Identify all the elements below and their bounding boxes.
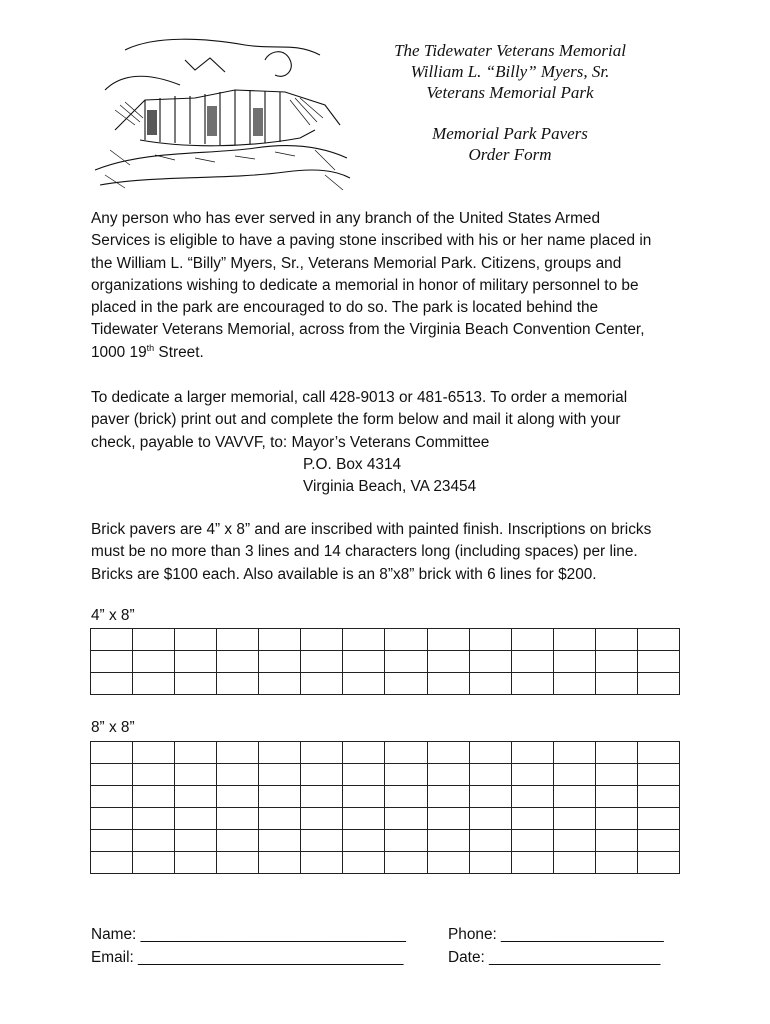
character-cell[interactable] — [259, 651, 301, 673]
character-cell[interactable] — [385, 830, 427, 852]
text-line: Bricks are $100 each. Also available is an 8”x8” brick with 6 lines for $200. — [91, 565, 597, 583]
character-cell[interactable] — [133, 808, 175, 830]
character-cell[interactable] — [469, 673, 511, 695]
character-cell[interactable] — [553, 852, 595, 874]
text-line: the William L. “Billy” Myers, Sr., Veterans Memorial Park. Citizens, groups and — [91, 254, 622, 272]
character-cell[interactable] — [301, 673, 343, 695]
character-cell[interactable] — [511, 786, 553, 808]
character-cell[interactable] — [511, 651, 553, 673]
character-cell[interactable] — [553, 742, 595, 764]
character-cell[interactable] — [91, 808, 133, 830]
character-cell[interactable] — [301, 764, 343, 786]
character-cell[interactable] — [469, 786, 511, 808]
character-cell[interactable] — [511, 673, 553, 695]
character-cell[interactable] — [553, 651, 595, 673]
character-cell[interactable] — [133, 673, 175, 695]
grid-row — [91, 852, 680, 874]
character-cell[interactable] — [133, 830, 175, 852]
character-cell[interactable] — [343, 852, 385, 874]
character-cell[interactable] — [301, 852, 343, 874]
order-instructions-paragraph — [91, 387, 691, 498]
character-cell[interactable] — [553, 673, 595, 695]
character-cell[interactable] — [469, 629, 511, 651]
character-cell[interactable] — [301, 786, 343, 808]
character-cell[interactable] — [259, 786, 301, 808]
character-cell[interactable] — [637, 852, 679, 874]
character-cell[interactable] — [259, 830, 301, 852]
character-cell[interactable] — [343, 742, 385, 764]
character-cell[interactable] — [343, 673, 385, 695]
name-field[interactable]: Name: _______________________________ — [91, 926, 406, 943]
grid-row — [91, 764, 680, 786]
character-cell[interactable] — [175, 786, 217, 808]
character-cell[interactable] — [385, 673, 427, 695]
subtitle-line: Memorial Park Pavers — [432, 124, 588, 143]
character-cell[interactable] — [91, 673, 133, 695]
character-cell[interactable] — [301, 830, 343, 852]
character-cell[interactable] — [301, 742, 343, 764]
character-cell[interactable] — [217, 764, 259, 786]
character-cell[interactable] — [259, 852, 301, 874]
grid-row — [91, 673, 680, 695]
character-cell[interactable] — [217, 830, 259, 852]
character-cell[interactable] — [385, 742, 427, 764]
character-cell[interactable] — [595, 673, 637, 695]
character-cell[interactable] — [385, 852, 427, 874]
character-cell[interactable] — [91, 764, 133, 786]
text-line: organizations wishing to dedicate a memorial in honor of military personnel to be — [91, 276, 639, 294]
character-cell[interactable] — [595, 764, 637, 786]
character-cell[interactable] — [595, 852, 637, 874]
character-cell[interactable] — [637, 629, 679, 651]
character-cell[interactable] — [91, 830, 133, 852]
subtitle-line: Order Form — [468, 145, 552, 164]
grid-row — [91, 786, 680, 808]
character-cell[interactable] — [259, 629, 301, 651]
text-line: must be no more than 3 lines and 14 characters long (including spaces) per line. — [91, 543, 638, 561]
character-cell[interactable] — [427, 830, 469, 852]
character-cell[interactable] — [301, 651, 343, 673]
character-cell[interactable] — [175, 742, 217, 764]
character-cell[interactable] — [343, 786, 385, 808]
text-line: Any person who has ever served in any branch of the United States Armed — [91, 210, 601, 227]
text-line: Brick pavers are 4” x 8” and are inscribed with painted finish. Inscriptions on bricks — [91, 521, 652, 538]
text-line: Services is eligible to have a paving stone inscribed with his or her name placed in — [91, 232, 652, 250]
paver-grid-8x8[interactable] — [90, 741, 680, 874]
character-cell[interactable] — [217, 629, 259, 651]
email-field[interactable]: Email: _______________________________ — [91, 948, 404, 966]
text-line: placed in the park are encouraged to do so. The park is located behind the — [91, 299, 599, 317]
character-cell[interactable] — [217, 852, 259, 874]
title-line: Veterans Memorial Park — [426, 83, 594, 102]
character-cell[interactable] — [385, 764, 427, 786]
character-cell[interactable] — [469, 808, 511, 830]
character-cell[interactable] — [511, 830, 553, 852]
grid-row — [91, 808, 680, 830]
character-cell[interactable] — [343, 651, 385, 673]
character-cell[interactable] — [469, 852, 511, 874]
character-cell[interactable] — [553, 629, 595, 651]
text-line: check, payable to VAVVF, to: Mayor’s Veterans Committee — [91, 433, 490, 451]
character-cell[interactable] — [511, 629, 553, 651]
contact-fields — [91, 924, 691, 969]
character-cell[interactable] — [91, 786, 133, 808]
character-cell[interactable] — [91, 742, 133, 764]
character-cell[interactable] — [637, 786, 679, 808]
character-cell[interactable] — [175, 629, 217, 651]
character-cell[interactable] — [133, 651, 175, 673]
paver-grid-4x8[interactable] — [90, 628, 680, 695]
pricing-paragraph — [91, 519, 691, 586]
character-cell[interactable] — [133, 629, 175, 651]
title-line: William L. “Billy” Myers, Sr. — [410, 62, 610, 81]
character-cell[interactable] — [427, 651, 469, 673]
character-cell[interactable] — [301, 808, 343, 830]
character-cell[interactable] — [511, 764, 553, 786]
character-cell[interactable] — [259, 808, 301, 830]
character-cell[interactable] — [175, 852, 217, 874]
character-cell[interactable] — [637, 742, 679, 764]
character-cell[interactable] — [637, 651, 679, 673]
character-cell[interactable] — [133, 742, 175, 764]
text-line: paver (brick) print out and complete the form below and mail it along with your — [91, 411, 621, 429]
grid-row — [91, 742, 680, 764]
grid-row — [91, 629, 680, 651]
character-cell[interactable] — [469, 764, 511, 786]
date-field[interactable]: Date: ____________________ — [448, 948, 661, 966]
character-cell[interactable] — [175, 651, 217, 673]
character-cell[interactable] — [595, 830, 637, 852]
character-cell[interactable] — [595, 629, 637, 651]
character-cell[interactable] — [553, 764, 595, 786]
street-address-line: 1000 19th Street. — [91, 342, 204, 361]
character-cell[interactable] — [175, 808, 217, 830]
character-cell[interactable] — [511, 808, 553, 830]
character-cell[interactable] — [217, 742, 259, 764]
character-cell[interactable] — [343, 808, 385, 830]
character-cell[interactable] — [175, 764, 217, 786]
grid-row — [91, 830, 680, 852]
character-cell[interactable] — [133, 764, 175, 786]
character-cell[interactable] — [217, 808, 259, 830]
character-cell[interactable] — [343, 764, 385, 786]
character-cell[interactable] — [91, 651, 133, 673]
character-cell[interactable] — [217, 673, 259, 695]
text-line: Tidewater Veterans Memorial, across from the Virginia Beach Convention Center, — [91, 321, 645, 339]
text-line: To dedicate a larger memorial, call 428-9013 or 481-6513. To order a memorial — [91, 389, 628, 406]
character-cell[interactable] — [259, 742, 301, 764]
character-cell[interactable] — [427, 764, 469, 786]
character-cell[interactable] — [217, 651, 259, 673]
character-cell[interactable] — [259, 764, 301, 786]
character-cell[interactable] — [133, 852, 175, 874]
character-cell[interactable] — [595, 651, 637, 673]
character-cell[interactable] — [637, 808, 679, 830]
character-cell[interactable] — [175, 673, 217, 695]
character-cell[interactable] — [91, 852, 133, 874]
character-cell[interactable] — [385, 651, 427, 673]
eligibility-paragraph — [91, 208, 691, 364]
character-cell[interactable] — [469, 742, 511, 764]
form-title-block — [340, 40, 680, 165]
mail-address-line: Virginia Beach, VA 23454 — [303, 478, 477, 496]
character-cell[interactable] — [427, 629, 469, 651]
character-cell[interactable] — [427, 852, 469, 874]
grid-label-8x8: 8” x 8” — [91, 719, 135, 736]
character-cell[interactable] — [175, 830, 217, 852]
character-cell[interactable] — [469, 830, 511, 852]
character-cell[interactable] — [637, 830, 679, 852]
character-cell[interactable] — [637, 673, 679, 695]
character-cell[interactable] — [595, 742, 637, 764]
character-cell[interactable] — [301, 629, 343, 651]
character-cell[interactable] — [427, 673, 469, 695]
character-cell[interactable] — [595, 808, 637, 830]
character-cell[interactable] — [385, 786, 427, 808]
character-cell[interactable] — [595, 786, 637, 808]
character-cell[interactable] — [259, 673, 301, 695]
character-cell[interactable] — [427, 786, 469, 808]
grid-row — [91, 651, 680, 673]
phone-field[interactable]: Phone: ___________________ — [448, 926, 664, 943]
character-cell[interactable] — [511, 742, 553, 764]
memorial-sketch-icon — [85, 30, 355, 195]
character-cell[interactable] — [553, 830, 595, 852]
character-cell[interactable] — [91, 629, 133, 651]
character-cell[interactable] — [385, 808, 427, 830]
character-cell[interactable] — [469, 651, 511, 673]
title-line: The Tidewater Veterans Memorial — [394, 41, 626, 60]
character-cell[interactable] — [343, 830, 385, 852]
character-cell[interactable] — [385, 629, 427, 651]
grid-label-4x8: 4” x 8” — [91, 607, 135, 624]
character-cell[interactable] — [427, 808, 469, 830]
character-cell[interactable] — [553, 786, 595, 808]
character-cell[interactable] — [217, 786, 259, 808]
character-cell[interactable] — [133, 786, 175, 808]
character-cell[interactable] — [343, 629, 385, 651]
character-cell[interactable] — [637, 764, 679, 786]
mail-address-line: P.O. Box 4314 — [303, 455, 402, 473]
character-cell[interactable] — [511, 852, 553, 874]
character-cell[interactable] — [553, 808, 595, 830]
character-cell[interactable] — [427, 742, 469, 764]
